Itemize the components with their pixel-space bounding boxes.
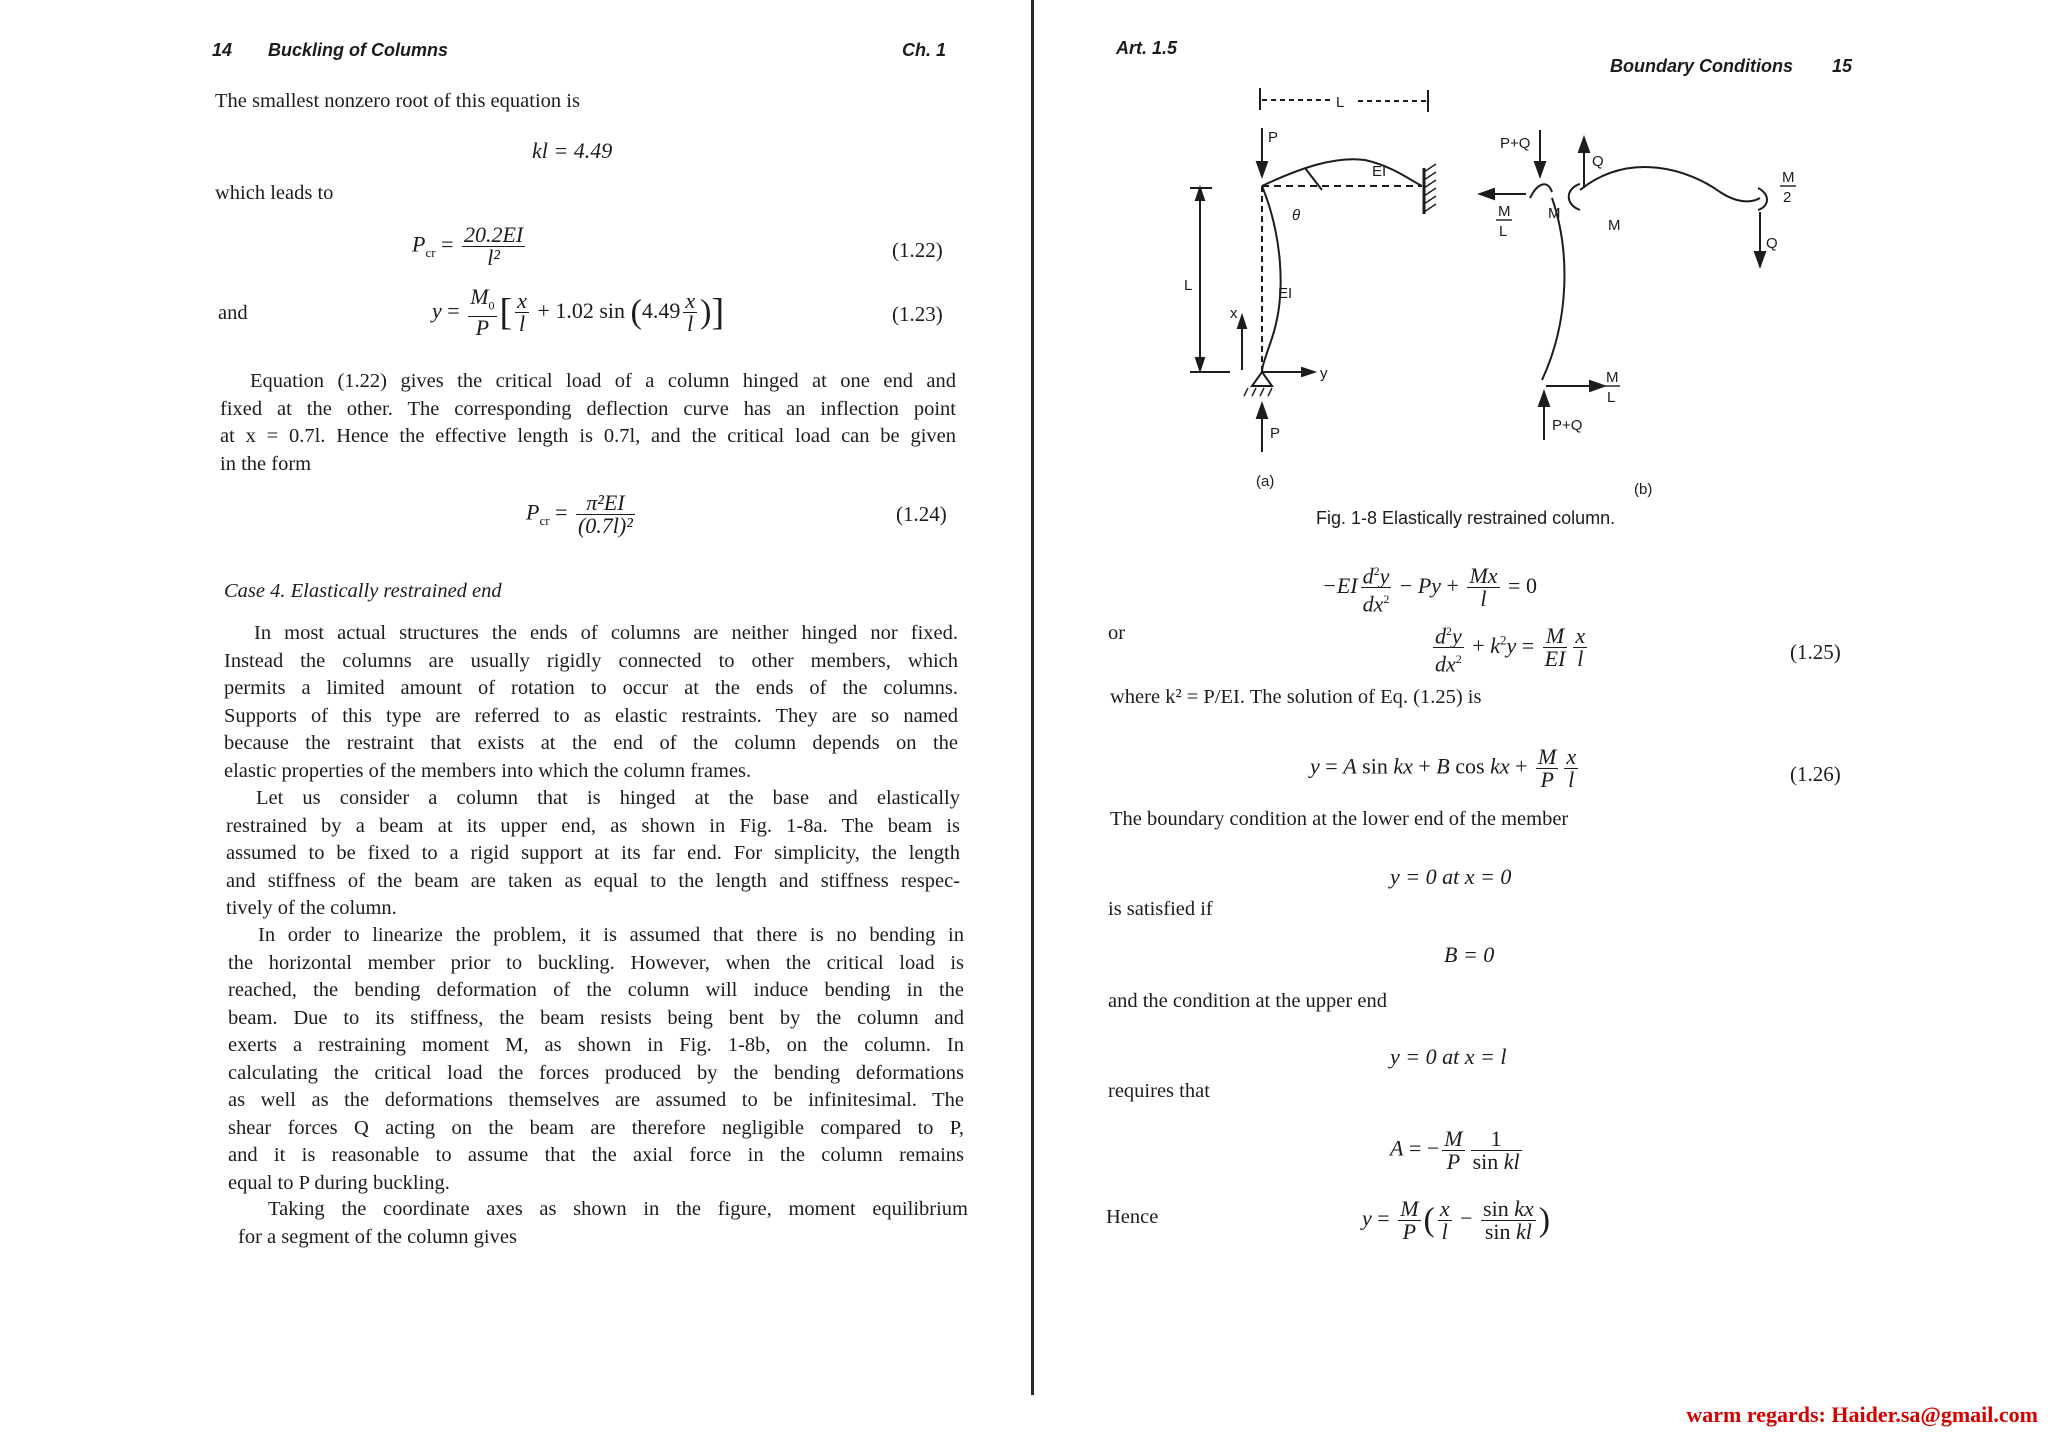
figure-1-8: [1160, 80, 1840, 500]
paragraph-coordinate-axes: [238, 1196, 968, 1251]
label-M-beam: M: [1608, 217, 1621, 234]
para2-line: because the restraint that exists at the end of the column depends on the: [224, 732, 958, 754]
label-y: y: [1320, 365, 1328, 382]
eq122-lhs: P: [412, 231, 426, 257]
equation-1-24: $P_{cr}$ = $\frac{\text{π²EI}}{\text{(0.7l)²}}$: [526, 490, 633, 538]
para1-line: Equation (1.22) gives the critical load of a column hinged at one end and: [250, 370, 956, 392]
para4-line: as well as the deformations themselves are assumed to be infinitesimal. The: [228, 1089, 964, 1111]
right-article-label: Art. 1.5: [1116, 38, 1178, 58]
label-PQ-top: P+Q: [1500, 135, 1531, 152]
para4-line: and it is reasonable to assume that the axial force in the column remains: [228, 1144, 964, 1166]
right-page-number: 15: [1832, 56, 1853, 76]
equation-1-23: y = $\frac{M_0}{P}$ [ $\frac{x}{l}$ + 1.02 sin (4.49 $\frac{x}{l}$ )]: [432, 284, 725, 341]
satisfied-text: is satisfied if: [1108, 898, 1213, 920]
where-text: where k² = P/EI. The solution of Eq. (1.25) is: [1110, 686, 1482, 708]
or-word: or: [1108, 622, 1126, 644]
eq-number-1-26: (1.26): [1790, 762, 1841, 786]
equation-b-zero: B = 0: [1444, 942, 1495, 967]
intro-text: The smallest nonzero root of this equation is: [215, 90, 580, 112]
eq122-den: l²: [487, 245, 500, 270]
x-axis-arrowhead: [1238, 316, 1246, 328]
force-ml-left-arrowhead: [1480, 189, 1494, 199]
para1-line: fixed at the other. The corresponding deflection curve has an inflection point: [220, 397, 956, 420]
hence-word: Hence: [1106, 1206, 1159, 1228]
para3-line: tively of the column.: [226, 897, 397, 919]
equation-1-25: $\frac{d^2y}{dx^2}$ + $k^2y$ = $\frac{M}{EI}$ $\frac{x}{l}$: [1430, 620, 1590, 676]
eq122-num: 20.2EI: [463, 222, 524, 247]
eq122-fraction: [462, 224, 525, 269]
moment-arc-beam: [1569, 184, 1580, 210]
paragraph-effective-length: [220, 368, 956, 478]
para5-line: Taking the coordinate axes as shown in the figure, moment equilibrium: [268, 1198, 968, 1220]
page-spine-divider: [1031, 0, 1034, 1395]
label-L-vertical: L: [1184, 277, 1193, 294]
dim-arrow-up: [1196, 188, 1204, 200]
load-pq-bottom-arrowhead: [1539, 392, 1549, 406]
label-EI-beam: EI: [1372, 163, 1387, 180]
paragraph-column-hinged: [226, 785, 960, 923]
label-PQ-bottom: P+Q: [1552, 417, 1583, 434]
shear-q-up-arrowhead: [1579, 138, 1589, 152]
eq122-sub: cr: [425, 244, 436, 260]
equation-root: kl = 4.49: [532, 138, 613, 163]
bc-lower-text: The boundary condition at the lower end of the member: [1110, 808, 1569, 830]
para4-line: exerts a restraining moment M, as shown in Fig. 1-8b, on the column. In: [228, 1034, 964, 1056]
eq-number-1-23: (1.23): [892, 302, 943, 326]
left-chapter-label: Ch. 1: [902, 40, 947, 60]
hinge-hatching: [1244, 388, 1272, 396]
and-word: and: [218, 302, 248, 324]
label-Q-top: Q: [1592, 153, 1604, 170]
para2-line: Supports of this type are referred to as elastic restraints. They are so named: [224, 704, 958, 727]
label-Q-bottom: Q: [1766, 235, 1778, 252]
label-ML-bottom-num: M: [1606, 369, 1619, 386]
column-deflected: [1262, 186, 1281, 372]
leads-to-text: which leads to: [215, 182, 334, 204]
label-M-column: M: [1548, 205, 1561, 222]
equation-bc1: y = 0 at x = 0: [1390, 864, 1512, 889]
paragraph-linearize: [228, 922, 964, 1197]
eq-number-1-24: (1.24): [896, 502, 947, 526]
para1-line: at x = 0.7l. Hence the effective length is 0.7l, and the critical load can be given: [220, 425, 956, 447]
shear-q-down-arrowhead: [1755, 252, 1765, 266]
para1-line: in the form: [220, 452, 312, 475]
label-x: x: [1230, 305, 1238, 322]
label-P-top: P: [1268, 129, 1279, 146]
load-p-top-arrowhead: [1257, 162, 1267, 176]
beam-deflected: [1262, 159, 1422, 186]
label-EI-column: EI: [1278, 285, 1293, 302]
paragraph-elastic-restraints: [224, 620, 958, 785]
eq124-fraction: [576, 492, 635, 537]
para5-line: for a segment of the column gives: [238, 1225, 517, 1248]
label-L-top: L: [1336, 94, 1345, 111]
eq-number-1-22: (1.22): [892, 238, 943, 262]
dim-arrow-down: [1196, 358, 1204, 370]
hinge-support: [1252, 372, 1272, 386]
label-ML-num: M: [1498, 203, 1511, 220]
left-page-number: 14: [212, 40, 233, 60]
equation-moment-equilibrium: −EI $\frac{d^2y}{dx^2}$ − Py + $\frac{Mx}{l}$ = 0: [1322, 560, 1537, 616]
para4-line: shear forces Q acting on the beam are therefore negligible compared to P,: [228, 1116, 964, 1139]
label-ML-bottom-den: L: [1607, 389, 1616, 406]
case-4-heading: Case 4. Elastically restrained end: [224, 580, 502, 602]
eq-number-1-25: (1.25): [1790, 640, 1841, 664]
eq124-den: (0.7l)²: [577, 513, 633, 538]
label-theta: θ: [1292, 207, 1301, 224]
bc-upper-text: and the condition at the upper end: [1108, 990, 1387, 1012]
column-free-body: [1542, 198, 1564, 380]
para4-line: calculating the critical load the forces produced by the bending deformations: [228, 1061, 964, 1084]
load-p-bottom-arrowhead: [1257, 404, 1267, 418]
load-pq-top-arrowhead: [1535, 162, 1545, 176]
label-subfig-b: (b): [1634, 481, 1653, 498]
equation-a-value: A = − $\frac{M}{P}$ $\frac{1}{\text{sin kl}}$: [1390, 1126, 1520, 1174]
label-ML-den: L: [1499, 223, 1508, 240]
y-axis-arrowhead: [1302, 368, 1314, 376]
label-M2-num: M: [1782, 169, 1795, 186]
figure-caption: Fig. 1-8 Elastically restrained column.: [1316, 508, 1616, 528]
para2-line: elastic properties of the members into which the column frames.: [224, 759, 752, 782]
para2-line: In most actual structures the ends of columns are neither hinged nor fixed.: [254, 622, 958, 644]
label-P-bottom: P: [1270, 425, 1281, 442]
requires-text: requires that: [1108, 1080, 1210, 1102]
signature-text: warm regards: Haider.sa@gmail.com: [1686, 1402, 2038, 1427]
left-running-title: Buckling of Columns: [268, 40, 448, 60]
para4-line: reached, the bending deformation of the column will induce bending in the: [228, 979, 964, 1001]
para3-line: restrained by a beam at its upper end, as shown in Fig. 1-8a. The beam is: [226, 814, 960, 837]
para2-line: permits a limited amount of rotation to occur at the ends of the columns.: [224, 677, 958, 699]
eq124-num: π²EI: [576, 492, 635, 515]
para4-line: equal to P during buckling.: [228, 1171, 450, 1194]
para4-line: In order to linearize the problem, it is assumed that there is no bending in: [258, 924, 964, 946]
equation-1-22: $P_{cr}$ = $\frac{20.2EI}{\text{l²}}$: [412, 222, 524, 270]
para3-line: Let us consider a column that is hinged at the base and elastically: [256, 787, 960, 809]
label-M2-den: 2: [1783, 189, 1792, 206]
para4-line: beam. Due to its stiffness, the beam resists being bent by the column and: [228, 1006, 964, 1029]
force-ml-bottom-arrowhead: [1590, 381, 1604, 391]
equation-1-26: y = A sin kx + B cos kx + $\frac{M}{P}$ $\frac{x}{l}$: [1310, 744, 1577, 792]
right-running-title: Boundary Conditions: [1610, 56, 1793, 76]
para4-line: the horizontal member prior to buckling. However, when the critical load is: [228, 951, 964, 974]
para2-line: Instead the columns are usually rigidly connected to other members, which: [224, 649, 958, 672]
beam-free-body: [1580, 167, 1760, 201]
equation-solution: y = $\frac{M}{P}$ ( $\frac{x}{l}$ − $\frac{\text{sin kx}}{\text{sin kl}}$ ): [1362, 1196, 1551, 1244]
label-subfig-a: (a): [1256, 473, 1275, 490]
equation-bc2: y = 0 at x = l: [1390, 1044, 1507, 1069]
para3-line: and stiffness of the beam are taken as equal to the length and stiffness respec-: [226, 869, 960, 892]
wall-hatching: [1424, 164, 1436, 212]
moment-arc-column: [1530, 184, 1552, 198]
para3-line: assumed to be fixed to a rigid support at its far end. For simplicity, the length: [226, 842, 960, 864]
